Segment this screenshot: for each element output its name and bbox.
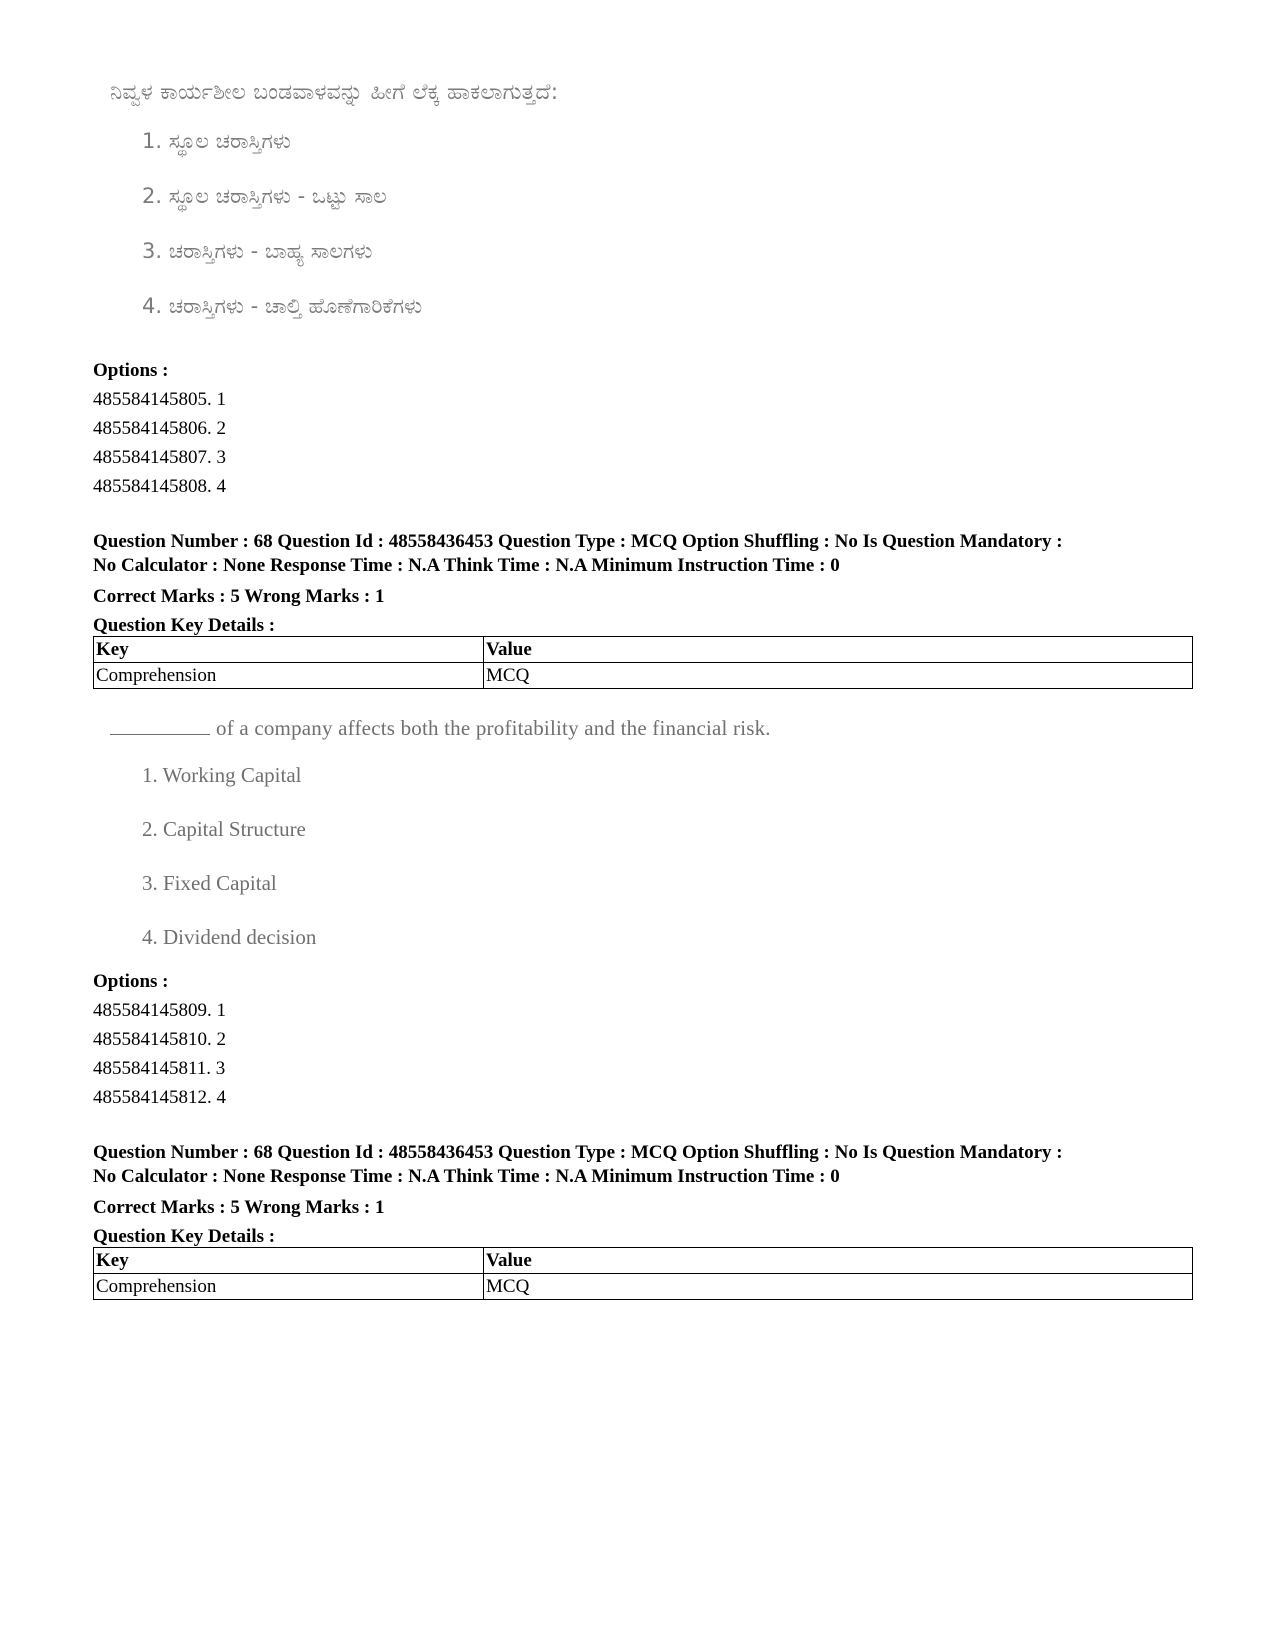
question-item: 4. Dividend decision <box>142 925 317 949</box>
question-item: 3. ಚರಾಸ್ತಿಗಳು - ಬಾಹ್ಯ ಸಾಲಗಳು <box>142 239 373 263</box>
table-cell: Comprehension <box>94 1274 484 1300</box>
table-cell: Comprehension <box>94 663 484 689</box>
question-metadata <box>93 1141 1193 1251</box>
question-stem: ನಿವ್ವಳ ಕಾರ್ಯಶೀಲ ಬಂಡವಾಳವನ್ನು ಹೀಗೆ ಲೆಕ್ಕ ಹಾಕಲಾಗುತ್ತದೆ: <box>110 80 559 105</box>
table-header-cell: Key <box>94 1248 484 1274</box>
metadata-line: Question Number : 68 Question Id : 48558436453 Question Type : MCQ Option Shuffling : No Is Question Mandatory : <box>93 531 1063 552</box>
question-item: 3. Fixed Capital <box>142 871 277 895</box>
option-item: 485584145809. 1 <box>93 1000 226 1021</box>
table-header-row <box>94 637 1193 663</box>
option-item: 485584145806. 2 <box>93 418 226 439</box>
kannada-question-image <box>110 80 558 349</box>
key-details-table <box>93 1247 1193 1300</box>
question-item: 1. ಸ್ಥೂಲ ಚರಾಸ್ತಿಗಳು <box>142 129 291 153</box>
table-header-cell: Value <box>484 637 1193 663</box>
table-header-cell: Key <box>94 637 484 663</box>
metadata-line: No Calculator : None Response Time : N.A Think Time : N.A Minimum Instruction Time : 0 <box>93 1166 840 1187</box>
table-row <box>94 1274 1193 1300</box>
metadata-line: No Calculator : None Response Time : N.A Think Time : N.A Minimum Instruction Time : 0 <box>93 555 840 576</box>
option-item: 485584145807. 3 <box>93 447 226 468</box>
option-item: 485584145808. 4 <box>93 476 226 497</box>
options-label: Options : <box>93 971 169 992</box>
marks-line: Correct Marks : 5 Wrong Marks : 1 <box>93 1197 385 1218</box>
key-details-table <box>93 636 1193 689</box>
option-item: 485584145805. 1 <box>93 389 226 410</box>
table-header-cell: Value <box>484 1248 1193 1274</box>
key-details-label: Question Key Details : <box>93 615 276 636</box>
option-item: 485584145810. 2 <box>93 1029 226 1050</box>
question-stem: of a company affects both the profitability and the financial risk. <box>216 716 771 740</box>
table-cell: MCQ <box>484 663 1193 689</box>
table-header-row <box>94 1248 1193 1274</box>
metadata-line: Question Number : 68 Question Id : 48558436453 Question Type : MCQ Option Shuffling : No Is Question Mandatory : <box>93 1142 1063 1163</box>
options-block <box>93 967 226 1112</box>
question-item: 4. ಚರಾಸ್ತಿಗಳು - ಚಾಲ್ತಿ ಹೊಣೆಗಾರಿಕೆಗಳು <box>142 294 423 318</box>
table-row <box>94 663 1193 689</box>
question-metadata <box>93 530 1193 640</box>
question-item: 2. ಸ್ಥೂಲ ಚರಾಸ್ತಿಗಳು - ಒಟ್ಟು ಸಾಲ <box>142 184 387 208</box>
marks-line: Correct Marks : 5 Wrong Marks : 1 <box>93 586 385 607</box>
option-item: 485584145812. 4 <box>93 1087 226 1108</box>
options-block <box>93 356 226 501</box>
question-item: 2. Capital Structure <box>142 817 306 841</box>
table-cell: MCQ <box>484 1274 1193 1300</box>
question-item: 1. Working Capital <box>142 763 302 787</box>
answer-blank <box>110 734 210 735</box>
option-item: 485584145811. 3 <box>93 1058 226 1079</box>
key-details-label: Question Key Details : <box>93 1226 276 1247</box>
english-question-image <box>110 716 771 979</box>
options-label: Options : <box>93 360 169 381</box>
